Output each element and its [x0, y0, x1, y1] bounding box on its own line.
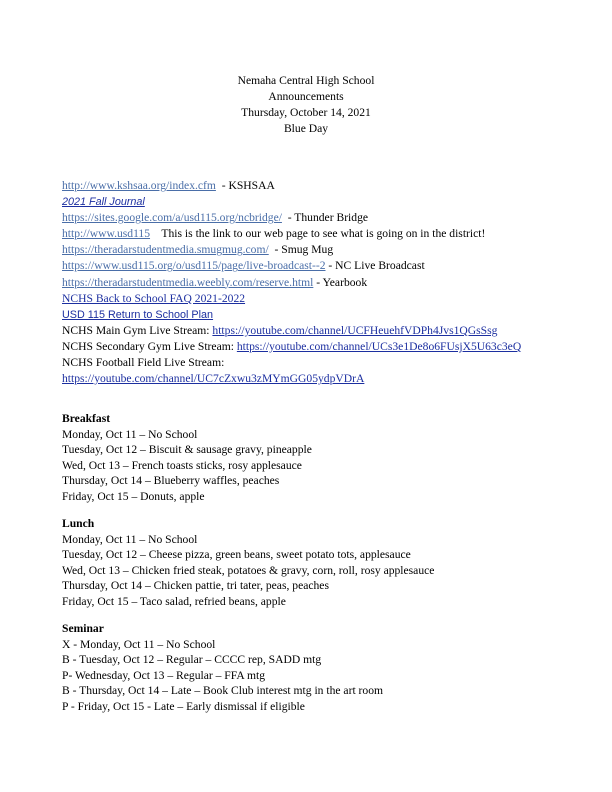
lunch-section [62, 516, 602, 610]
announcement-date: Thursday, October 14, 2021 [241, 106, 371, 119]
breakfast-item: Tuesday, Oct 12 – Biscuit & sausage gravy, pineapple [62, 443, 312, 457]
football-label: NCHS Football Field Live Stream: [62, 356, 225, 370]
document-heading: Announcements [268, 90, 344, 103]
broadcast-label: - NC Live Broadcast [328, 259, 425, 273]
seminar-item: P - Friday, Oct 15 - Late – Early dismissal if eligible [62, 699, 305, 713]
smugmug-row [62, 242, 602, 258]
kshsaa-link[interactable]: http://www.kshsaa.org/index.cfm [62, 179, 216, 192]
seminar-item: B - Tuesday, Oct 12 – Regular – CCCC rep, SADD mtg [62, 653, 322, 667]
return-plan-link[interactable]: USD 115 Return to School Plan [62, 308, 214, 321]
lunch-item: Wed, Oct 13 – Chicken fried steak, potatoes & gravy, corn, roll, rosy applesauce [62, 563, 435, 577]
usd115-description: This is the link to our web page to see what is going on in the district! [161, 227, 486, 241]
main-gym-row [62, 323, 602, 339]
yearbook-link[interactable]: https://theradarstudentmedia.weebly.com/reserve.html [62, 275, 314, 289]
smugmug-link[interactable]: https://theradarstudentmedia.smugmug.com/ [62, 243, 269, 257]
seminar-item: B - Thursday, Oct 14 – Late – Book Club interest mtg in the art room [62, 684, 384, 698]
ncbridge-row [62, 210, 602, 226]
main-gym-link[interactable]: https://youtube.com/channel/UCFHeuehfVDPh4Jvs1QGsSsg [212, 323, 498, 337]
smugmug-label: - Smug Mug [274, 243, 334, 257]
breakfast-item: Thursday, Oct 14 – Blueberry waffles, peaches [62, 474, 280, 488]
football-row [62, 355, 602, 371]
seminar-item: P- Wednesday, Oct 13 – Regular – FFA mtg [62, 668, 266, 682]
lunch-item: Monday, Oct 11 – No School [62, 532, 198, 546]
lunch-item: Friday, Oct 15 – Taco salad, refried beans, apple [62, 594, 286, 608]
seminar-title: Seminar [62, 622, 104, 635]
main-gym-label: NCHS Main Gym Live Stream: [62, 323, 210, 337]
seminar-section [62, 621, 602, 715]
faq-link[interactable]: NCHS Back to School FAQ 2021-2022 [62, 291, 246, 305]
usd115-link[interactable]: http://www.usd115 [62, 227, 151, 241]
broadcast-link[interactable]: https://www.usd115.org/o/usd115/page/live-broadcast--2 [62, 259, 326, 273]
lunch-title: Lunch [62, 517, 95, 530]
yearbook-row [62, 275, 602, 291]
football-link-row [62, 371, 602, 387]
kshsaa-row [62, 178, 602, 194]
breakfast-item: Monday, Oct 11 – No School [62, 427, 198, 441]
return-plan-row [62, 307, 602, 323]
ncbridge-label: - Thunder Bridge [287, 211, 369, 225]
breakfast-item: Wed, Oct 13 – French toasts sticks, rosy applesauce [62, 458, 302, 472]
school-name: Nemaha Central High School [237, 74, 375, 87]
broadcast-row [62, 258, 602, 274]
day-color: Blue Day [283, 122, 329, 135]
lunch-item: Tuesday, Oct 12 – Cheese pizza, green beans, sweet potato tots, applesauce [62, 548, 411, 562]
links-section [62, 178, 602, 387]
kshsaa-label: - KSHSAA [221, 179, 275, 192]
breakfast-section [62, 411, 602, 505]
fall-journal-link[interactable]: 2021 Fall Journal [62, 196, 145, 209]
football-link[interactable]: https://youtube.com/channel/UC7cZxwu3zMYmGG05ydpVDrA [62, 372, 365, 386]
breakfast-item: Friday, Oct 15 – Donuts, apple [62, 489, 205, 503]
lunch-item: Thursday, Oct 14 – Chicken pattie, tri tater, peas, peaches [62, 579, 329, 593]
ncbridge-link[interactable]: https://sites.google.com/a/usd115.org/ncbridge/ [62, 211, 282, 225]
fall-journal-row [62, 194, 602, 210]
breakfast-title: Breakfast [62, 412, 111, 425]
secondary-gym-row [62, 339, 602, 355]
secondary-gym-label: NCHS Secondary Gym Live Stream: [62, 339, 234, 353]
yearbook-label: - Yearbook [316, 275, 368, 289]
secondary-gym-link[interactable]: https://youtube.com/channel/UCs3e1De8o6FUsjX5U63c3eQ [236, 339, 522, 353]
usd115-row [62, 226, 602, 242]
faq-row [62, 291, 602, 307]
document-header [0, 73, 612, 137]
seminar-item: X - Monday, Oct 11 – No School [62, 637, 216, 651]
